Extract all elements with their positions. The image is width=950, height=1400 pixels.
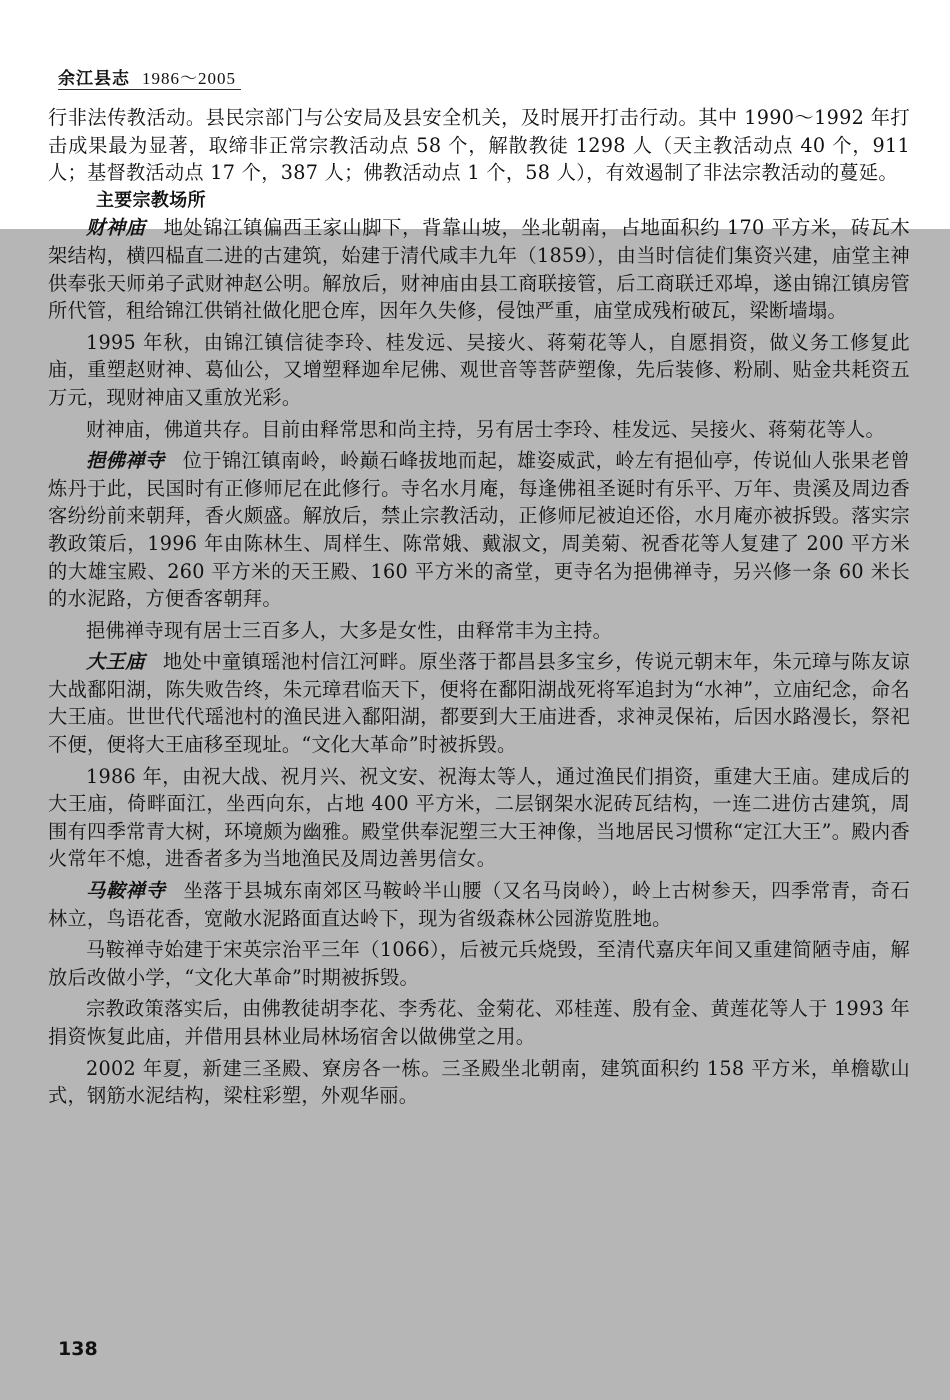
section-title: 主要宗教场所 bbox=[96, 189, 206, 211]
maan-paragraph-4: 2002 年夏，新建三圣殿、寮房各一栋。三圣殿坐北朝南，建筑面积约 158 平方米，单檐歇山式，钢筋水泥结构，梁柱彩塑，外观华丽。 bbox=[48, 1056, 910, 1108]
dawang-paragraph-1: 大王庙 地处中童镇瑶池村信江河畔。原坐落于都昌县多宝乡，传说元朝末年，朱元璋与陈友谅大战鄱阳湖，陈失败告终，朱元璋君临天下，便将在鄱阳湖战死将军追封为“水神”，立庙纪念，命名大王庙。世世代代瑶池村的渔民进入鄱阳湖，都要到大王庙进香，求神灵保祐，后因水路漫长，祭祀不便，便将大王庙移至现址。“文化大革命”时被拆毁。 bbox=[48, 650, 910, 757]
maan-paragraph-1: 马鞍禅寺 坐落于县城东南郊区马鞍岭半山腰（又名马岗岭），岭上古树参天，四季常青，奇石林立，鸟语花香，宽敞水泥路面直达岭下，现为省级森林公园游览胜地。 bbox=[48, 879, 911, 930]
entry-name-yefo: 挹佛禅寺 bbox=[86, 449, 165, 473]
caishen-paragraph-1: 财神庙 地处锦江镇偏西王家山脚下，背靠山坡，坐北朝南，占地面积约 170 平方米，砖瓦木架结构，横四榀直二进的古建筑，始建于清代咸丰九年（1859），由当时信徒们集资兴建，庙堂主神供奉张天师弟子武财神赵公明。解放后，财神庙由县工商联接管，后工商联迁邓埠，遂由锦江镇房管所代管，租给锦江供销社做化肥仓库，因年久失修，侵蚀严重，庙堂成残桁破瓦，梁断墙塌。 bbox=[48, 216, 910, 323]
dawang-paragraph-2: 1986 年，由祝大战、祝月兴、祝文安、祝海太等人，通过渔民们捐资，重建大王庙。建成后的大王庙，倚畔面江，坐西向东，占地 400 平方米，二层钢架水泥砖瓦结构，一连二进仿古建筑，周围有四季常青大树，环境颇为幽雅。殿堂供奉泥塑三大王神像，当地居民习惯称“定江大王”。殿内香火常年不熄，进香者多为当地渔民及周边善男信女。 bbox=[48, 764, 910, 871]
caishen-paragraph-3: 财神庙，佛道共存。目前由释常思和尚主持，另有居士李玲、桂发远、吴接火、蒋菊花等人。 bbox=[86, 417, 885, 441]
main-text bbox=[48, 104, 910, 1110]
entry-name-dawang: 大王庙 bbox=[86, 650, 145, 674]
maan-paragraph-3: 宗教政策落实后，由佛教徒胡李花、李秀花、金菊花、邓桂莲、殷有金、黄莲花等人于 1993 年捐资恢复此庙，并借用县林业局林场宿舍以做佛堂之用。 bbox=[48, 997, 910, 1048]
running-head bbox=[58, 64, 236, 89]
yefo-paragraph-1: 挹佛禅寺 位于锦江镇南岭，岭巅石峰拔地而起，雄姿威武，岭左有挹仙亭，传说仙人张果老曾炼丹于此，民国时有正修师尼在此修行。寺名水月庵，每逢佛祖圣诞时有乐平、万年、贵溪及周边香客纷纷前来朝拜，香火颇盛。解放后，禁止宗教活动，正修师尼被迫还俗，水月庵亦被拆毁。落实宗教政策后，1996 年由陈林生、周样生、陈常娥、戴淑文，周美菊、祝香花等人复建了 200 平方米的大雄宝殿、260 平方米的天王殿、160 平方米的斋堂，更寺名为挹佛禅寺，另兴修一条 60 米长的水泥路，方便香客朝拜。 bbox=[48, 449, 910, 611]
caishen-paragraph-2: 1995 年秋，由锦江镇信徒李玲、桂发远、吴接火、蒋菊花等人，自愿捐资，做义务工修复此庙，重塑赵财神、葛仙公，又增塑释迦牟尼佛、观世音等菩萨塑像，先后装修、粉刷、贴金共耗资五万元，现财神庙又重放光彩。 bbox=[48, 330, 910, 409]
book-title: 余江县志 bbox=[58, 69, 130, 89]
page-number: 138 bbox=[58, 1338, 98, 1360]
yefo-paragraph-2: 挹佛禅寺现有居士三百多人，大多是女性，由释常丰为主持。 bbox=[86, 618, 613, 642]
entry-name-caishen: 财神庙 bbox=[86, 216, 146, 240]
year-range: 1986～2005 bbox=[142, 69, 236, 88]
intro-paragraph: 行非法传教活动。县民宗部门与公安局及县安全机关，及时展开打击行动。其中 1990～1992 年打击成果最为显著，取缔非正常宗教活动点 58 个，解散教徒 1298 人（天主教活动点 40 个，911 人；基督教活动点 17 个，387 人；佛教活动点 1 个，58 人），有效遏制了非法宗教活动的蔓延。 bbox=[48, 106, 910, 185]
header-rule bbox=[58, 89, 241, 90]
entry-name-maan: 马鞍禅寺 bbox=[86, 879, 166, 903]
maan-paragraph-2: 马鞍禅寺始建于宋英宗治平三年（1066），后被元兵烧毁，至清代嘉庆年间又重建简陋寺庙，解放后改做小学，“文化大革命”时期被拆毁。 bbox=[48, 938, 910, 989]
